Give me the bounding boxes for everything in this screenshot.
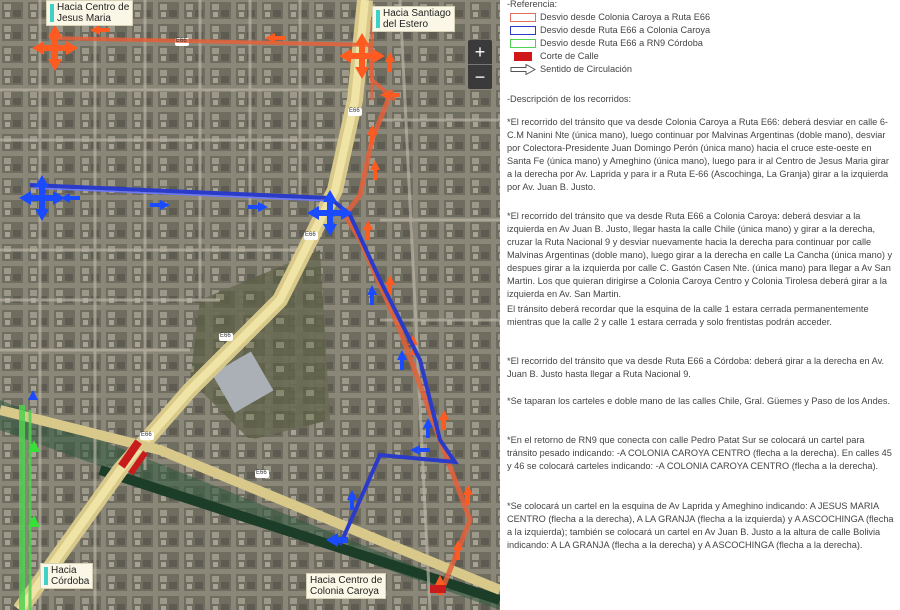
label-santiago bbox=[372, 6, 455, 32]
arrow-icon bbox=[510, 64, 536, 75]
road-badge-text: E66 bbox=[176, 38, 187, 44]
legend-swatch bbox=[510, 39, 536, 48]
legend-label: Corte de Calle bbox=[540, 51, 599, 61]
legend-label: Desvio desde Colonia Caroya a Ruta E66 bbox=[540, 12, 711, 22]
description-title: -Descripción de los recorridos: bbox=[507, 94, 632, 104]
description-paragraph: *En el retorno de RN9 que conecta con calle Pedro Patat Sur se colocará un cartel para tránsito pesado indicando: -A COLONIA CAROYA CENTRO (flecha a la derecha). En calles 45 y 46 se colocará carteles indicando: -A COLONIA CAROYA CENTRO (flecha a la derecha). bbox=[507, 435, 892, 471]
description-paragraph: *Se taparan los carteles e doble mano de las calles Chile, Gral. Güemes y Paso de los Andes. bbox=[507, 396, 891, 406]
zoom-in-button[interactable]: + bbox=[474, 42, 486, 62]
legend-swatch bbox=[514, 52, 532, 61]
description-paragraph: *El recorrido del tránsito que va desde Colonia Caroya a Ruta E66: deberá desviar en calle 6-C.M Nanini Nte (única mano), luego continuar por Malvinas Argentinas (doble mano), desviar por Colectora-Presidente Juan Domingo Perón (única mano) hacia el cruce este-oeste en Santa Fe (única mano) y Ameghino (única mano), luego para ir al Centro de Jesus Maria girar a la derecha por Av. Laprida y para ir a Ruta E-66 (Ascochinga, La Granja) girar a la izquierda por Av. Juan B. Justo. bbox=[507, 117, 889, 192]
label-line: Hacia Centro de bbox=[57, 2, 130, 13]
label-colonia-caroya bbox=[306, 573, 386, 599]
legend-label: Desvio desde Ruta E66 a Colonia Caroya bbox=[540, 25, 711, 35]
description-paragraph: *El recorrido del tránsito que va desde Ruta E66 a Colonia Caroya: deberá desviar a la izquierda en Av Juan B. Justo, llegar hasta la calle Chile (única mano) y girar a la derecha, cruzar la Ruta Nacional 9 y desviar nuevamente hacia la derecha para continuar por calle Malvinas Argentinas (doble mano), luego girar a la derecha en calle La Cancha (única mano) y despues girar a la izquierda por calle C. Gastón Casen Nte. (única mano) para llegar a Av San Martin. Los que quieran dirigirse a Colonia Caroya Centro y Colonia Tirolesa deberá girar a la izquierda en Av. San Martin. bbox=[507, 211, 893, 299]
legend-swatch bbox=[510, 13, 536, 22]
description-paragraph: *El recorrido del tránsito que va desde Ruta E66 a Córdoba: deberá girar a la derecha en Av. Juan B. Justo hasta llegar a Ruta Nacional 9. bbox=[507, 356, 885, 379]
label-line: Hacia Centro de bbox=[310, 575, 383, 586]
road-badge-text: E66 bbox=[256, 470, 267, 476]
label-jesus-maria bbox=[46, 0, 133, 26]
description-paragraph: El tránsito deberá recordar que la esquina de la calle 1 estara cerrada permanentemente mientras que la calle 2 y calle 1 estara cerrada y solo frentistas podrán acceder. bbox=[507, 304, 869, 327]
label-line: Córdoba bbox=[51, 576, 90, 587]
road-badge-text: E66 bbox=[141, 432, 152, 438]
road-badge-text: E66 bbox=[349, 108, 360, 114]
label-cordoba bbox=[40, 563, 93, 589]
label-pointer bbox=[44, 567, 48, 585]
road-badge-text: E66 bbox=[305, 232, 316, 238]
legend-label: Desvio desde Ruta E66 a RN9 Córdoba bbox=[540, 38, 703, 48]
road-badge-text: E66 bbox=[220, 333, 231, 339]
label-line: Hacia bbox=[51, 565, 77, 576]
legend-label: Sentido de Circulación bbox=[540, 64, 632, 74]
description-paragraph: *Se colocará un cartel en la esquina de Av Laprida y Ameghino indicando: A JESUS MARIA CENTRO (flecha a la derecha), A LA GRANJA (flecha a la izquierda) y A ASCOCHINGA (flecha a la izquierda); también se colocará un cartel en Av Juan B. Justo a la altura de calle Bolivia indicando: A LA GRANJA (flecha a la derecha) y A ASCOCHINGA (flecha a la derecha). bbox=[507, 501, 894, 550]
label-line: del Estero bbox=[383, 19, 429, 30]
zoom-out-button[interactable]: − bbox=[474, 67, 486, 87]
label-line: Colonia Caroya bbox=[310, 586, 379, 597]
label-pointer bbox=[50, 4, 54, 22]
legend-title: -Referencia: bbox=[507, 0, 558, 9]
label-line: Jesus Maria bbox=[57, 13, 111, 24]
legend-swatch bbox=[510, 26, 536, 35]
label-line: Hacia Santiago bbox=[383, 8, 451, 19]
zoom-control bbox=[468, 40, 492, 89]
label-pointer bbox=[376, 10, 380, 28]
info-panel bbox=[500, 0, 900, 610]
